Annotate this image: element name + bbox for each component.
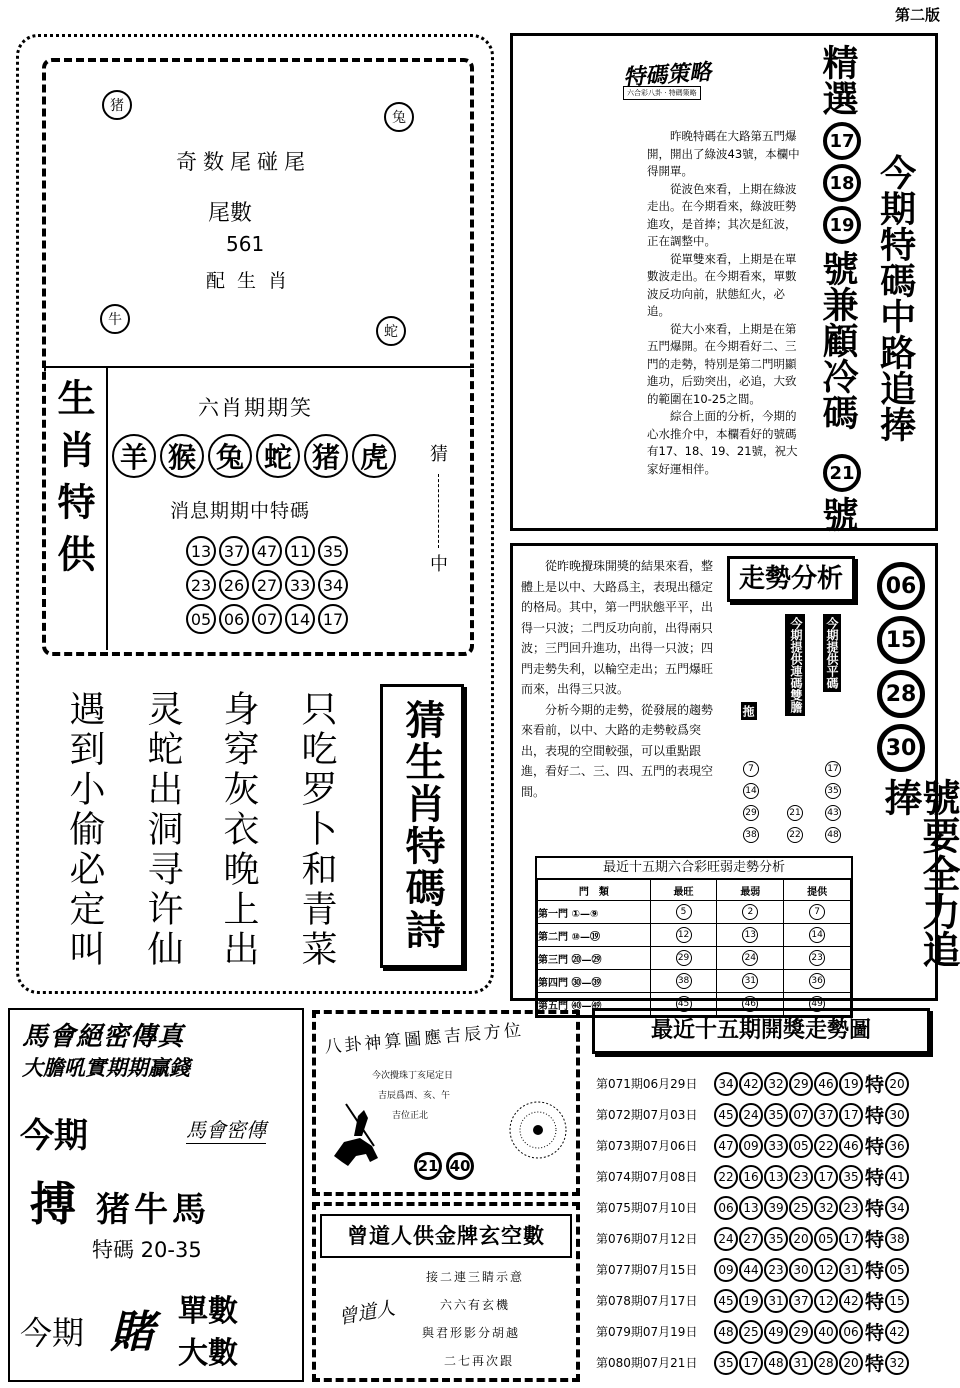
table-row xyxy=(538,901,851,924)
table-cell xyxy=(538,970,651,993)
number-ball: 17 xyxy=(739,1351,763,1375)
gate-range: ⑩—⑲ xyxy=(571,931,600,943)
number-ball: 13 xyxy=(764,1165,788,1189)
bagua-line: 今次攪珠丁亥尾定日 xyxy=(372,1071,454,1081)
table-header: 門 類 xyxy=(538,880,651,901)
big-ball: 30 xyxy=(877,724,925,772)
number-ball: 29 xyxy=(789,1320,813,1344)
small-ball: 35 xyxy=(825,783,841,799)
small-ball: 2 xyxy=(742,904,758,920)
special-ball: 30 xyxy=(885,1103,909,1127)
number-ball: 25 xyxy=(739,1320,763,1344)
trend-text xyxy=(521,556,717,802)
number-ball: 23 xyxy=(186,570,216,600)
special-label: 特 xyxy=(865,1353,885,1375)
number-ball: 05 xyxy=(814,1227,838,1251)
big-ball: 28 xyxy=(877,670,925,718)
table-header: 最旺 xyxy=(650,880,717,901)
number-ball: 05 xyxy=(186,604,216,634)
number-ball: 20 xyxy=(839,1351,863,1375)
pick-ball: 17 xyxy=(823,122,861,160)
number-ball: 48 xyxy=(764,1351,788,1375)
small-ball: 5 xyxy=(676,904,692,920)
bagua-number: 21 xyxy=(414,1152,442,1180)
table-title: 最近十五期六合彩旺弱走勢分析 xyxy=(537,858,851,879)
table-header: 最弱 xyxy=(717,880,784,901)
panel-title: 奇数尾碰尾 xyxy=(176,150,311,174)
fax-animals: 猪牛馬 xyxy=(96,1190,210,1230)
poem-title-box xyxy=(380,684,464,968)
tail-number-panel xyxy=(42,58,474,368)
draw-row xyxy=(596,1316,936,1347)
number-ball: 13 xyxy=(186,536,216,566)
verse-line: 接二連三睛示意 xyxy=(426,1270,525,1284)
fax-label: 今期 xyxy=(20,1314,85,1352)
special-ball: 34 xyxy=(885,1196,909,1220)
small-ball: 22 xyxy=(787,827,803,843)
number-ball: 31 xyxy=(764,1289,788,1313)
big-ball: 15 xyxy=(877,616,925,664)
number-ball: 06 xyxy=(839,1320,863,1344)
number-ball: 33 xyxy=(285,570,315,600)
verse-line: 與君形影分胡越 xyxy=(422,1326,521,1340)
side-title: 今期特碼中路追捧 xyxy=(874,154,916,442)
table-cell xyxy=(717,947,784,970)
number-ball: 37 xyxy=(789,1289,813,1313)
number-ball: 09 xyxy=(714,1258,738,1282)
number-ball: 35 xyxy=(839,1165,863,1189)
special-ball: 41 xyxy=(885,1165,909,1189)
draw-label: 第076期07月12日 xyxy=(596,1232,698,1246)
side-title: 生肖特供 xyxy=(51,378,96,586)
fax-subtitle: 大膽吼實期期贏錢 xyxy=(22,1056,190,1080)
gate-label: 第三門 xyxy=(538,954,568,966)
draw-label: 第073期07月06日 xyxy=(596,1139,698,1153)
number-ball: 44 xyxy=(739,1258,763,1282)
bagua-number: 40 xyxy=(446,1152,474,1180)
strategy-logo-sub: 六合彩八卦 · 特碼策略 xyxy=(623,86,701,100)
trend-table xyxy=(535,856,853,1018)
special-label: 特 xyxy=(865,1105,885,1127)
pick-ball: 19 xyxy=(823,206,861,244)
number-ball: 23 xyxy=(789,1165,813,1189)
table-row xyxy=(538,947,851,970)
small-ball: 12 xyxy=(676,927,692,943)
number-ball: 30 xyxy=(789,1258,813,1282)
draw-row xyxy=(596,1130,936,1161)
draw-row xyxy=(596,1223,936,1254)
small-ball: 24 xyxy=(742,950,758,966)
special-label: 特 xyxy=(865,1136,885,1158)
animal-badge: 羊 xyxy=(112,434,156,478)
draws-list xyxy=(596,1068,936,1378)
table-cell xyxy=(784,947,851,970)
gate-range: ①—⑨ xyxy=(571,908,599,920)
gate-label: 第五門 xyxy=(538,1000,568,1012)
number-ball: 23 xyxy=(839,1196,863,1220)
special-label: 特 xyxy=(865,1198,885,1220)
small-ball: 38 xyxy=(676,973,692,989)
number-grid xyxy=(186,536,351,634)
number-ball: 22 xyxy=(714,1165,738,1189)
strategy-text xyxy=(647,128,803,478)
number-ball: 13 xyxy=(739,1196,763,1220)
special-ball: 05 xyxy=(885,1258,909,1282)
hit-char: 中 xyxy=(430,554,448,575)
paragraph: 昨晚特碼在大路第五門爆開，開出了綠波43號，本欄中得開單。 xyxy=(647,129,800,178)
number-ball: 29 xyxy=(789,1072,813,1096)
trend-title: 走勢分析 xyxy=(727,556,855,602)
zodiac-badge: 猪 xyxy=(102,90,132,120)
small-ball: 29 xyxy=(743,805,759,821)
small-ball: 49 xyxy=(809,996,825,1012)
small-ball: 14 xyxy=(809,927,825,943)
gate-label: 第一門 xyxy=(538,908,568,920)
side-title: 號要全力追捧 xyxy=(878,778,960,968)
table-header-row xyxy=(538,880,851,901)
number-ball: 17 xyxy=(839,1103,863,1127)
number-ball: 26 xyxy=(219,570,249,600)
col-label: 今期提供連碼雙膽 xyxy=(785,614,805,716)
col-label: 拖 xyxy=(741,702,757,720)
small-ball: 14 xyxy=(743,783,759,799)
number-ball: 06 xyxy=(219,604,249,634)
tail-note: 配生肖 xyxy=(206,270,300,292)
number-ball: 27 xyxy=(252,570,282,600)
number-ball: 23 xyxy=(764,1258,788,1282)
table-cell xyxy=(650,901,717,924)
col-numbers xyxy=(825,758,841,846)
table-row xyxy=(538,924,851,947)
number-ball: 35 xyxy=(714,1351,738,1375)
special-ball: 20 xyxy=(885,1072,909,1096)
number-ball: 45 xyxy=(714,1289,738,1313)
draw-label: 第077期07月15日 xyxy=(596,1263,698,1277)
divider xyxy=(106,368,108,650)
gate-label: 第二門 xyxy=(538,931,568,943)
special-ball: 38 xyxy=(885,1227,909,1251)
animal-row xyxy=(112,434,396,478)
animal-badge: 虎 xyxy=(352,434,396,478)
verse-line: 六六有玄機 xyxy=(440,1298,511,1312)
subheading: 消息期期中特碼 xyxy=(170,500,311,522)
small-ball: 46 xyxy=(742,996,758,1012)
gate-label: 第四門 xyxy=(538,977,568,989)
zodiac-badge: 牛 xyxy=(100,304,130,334)
number-ball: 11 xyxy=(285,536,315,566)
number-ball: 42 xyxy=(739,1072,763,1096)
fax-title: 馬會絕密傳真 xyxy=(22,1022,185,1052)
special-ball: 15 xyxy=(885,1289,909,1313)
draw-row xyxy=(596,1254,936,1285)
draw-label: 第075期07月10日 xyxy=(596,1201,698,1215)
table-row xyxy=(538,970,851,993)
draws-panel xyxy=(592,1008,940,1382)
col-numbers xyxy=(787,802,803,846)
number-ball: 17 xyxy=(814,1165,838,1189)
number-ball: 35 xyxy=(764,1227,788,1251)
xuankong-panel xyxy=(312,1202,580,1382)
number-ball: 34 xyxy=(318,570,348,600)
table-cell xyxy=(650,924,717,947)
poem-title: 猜生肖特碼詩 xyxy=(399,699,445,951)
number-ball: 19 xyxy=(739,1289,763,1313)
table-cell xyxy=(717,901,784,924)
number-ball: 17 xyxy=(839,1227,863,1251)
tail-number: 561 xyxy=(226,232,265,256)
draw-row xyxy=(596,1192,936,1223)
number-ball: 16 xyxy=(739,1165,763,1189)
signature: 曾道人 xyxy=(336,1297,397,1329)
number-ball: 32 xyxy=(814,1196,838,1220)
pick-ball: 18 xyxy=(823,164,861,202)
heading: 六肖期期笑 xyxy=(198,396,313,420)
verse-line: 二七再次跟 xyxy=(444,1354,515,1368)
table-cell xyxy=(650,947,717,970)
horseman-icon xyxy=(326,1096,386,1174)
animal-badge: 猪 xyxy=(304,434,348,478)
draw-label: 第078期07月17日 xyxy=(596,1294,698,1308)
table-cell xyxy=(538,924,651,947)
animal-badge: 猴 xyxy=(160,434,204,478)
poem-line: 灵蛇出洞寻许仙 xyxy=(142,690,183,970)
table-cell xyxy=(784,970,851,993)
fax-stamp: 馬會密傳 xyxy=(186,1114,266,1144)
zodiac-badge: 兔 xyxy=(384,102,414,132)
number-ball: 12 xyxy=(814,1289,838,1313)
table-cell xyxy=(650,970,717,993)
number-ball: 35 xyxy=(764,1103,788,1127)
fax-label: 今期 xyxy=(20,1116,88,1156)
bagua-title: 八卦神算圖應吉辰方位 xyxy=(323,1020,525,1058)
number-ball: 33 xyxy=(764,1134,788,1158)
col-label: 今期提供平碼 xyxy=(823,614,841,692)
number-ball: 46 xyxy=(839,1134,863,1158)
draw-row xyxy=(596,1068,936,1099)
gate-range: ㊵—㊾ xyxy=(571,1000,602,1012)
special-label: 特 xyxy=(865,1229,885,1251)
small-ball: 29 xyxy=(676,950,692,966)
table-cell xyxy=(784,924,851,947)
number-ball: 25 xyxy=(789,1196,813,1220)
number-ball: 39 xyxy=(764,1196,788,1220)
number-ball: 22 xyxy=(814,1134,838,1158)
draws-title: 最近十五期開獎走勢圖 xyxy=(592,1008,930,1054)
small-ball: 17 xyxy=(825,761,841,777)
strategy-logo: 特碼策略 xyxy=(622,59,712,92)
edition-label: 第二版 xyxy=(894,6,940,24)
number-ball: 12 xyxy=(814,1258,838,1282)
number-ball: 06 xyxy=(714,1196,738,1220)
special-label: 特 xyxy=(865,1074,885,1096)
table-cell xyxy=(717,924,784,947)
paragraph: 從昨晚攪珠開獎的結果來看，整體上是以中、大路爲主，表現出穩定的格局。其中，第一門狀態平平，出得一只波；二門反功向前，出得兩只波；三門回升進功，出得一只波；四門走勢失利，以輪空走出；五門爆旺而來，出得三只波。 xyxy=(521,559,714,696)
draw-label: 第080期07月21日 xyxy=(596,1356,698,1370)
number-ball: 37 xyxy=(814,1103,838,1127)
tall-text: 號兼顧冷碼 xyxy=(817,250,858,430)
bagua-line: 吉辰爲酉、亥、午 xyxy=(378,1091,451,1101)
number-ball: 05 xyxy=(789,1134,813,1158)
number-ball: 09 xyxy=(739,1134,763,1158)
number-ball: 34 xyxy=(714,1072,738,1096)
small-ball: 21 xyxy=(787,805,803,821)
special-ball: 32 xyxy=(885,1351,909,1375)
number-ball: 48 xyxy=(714,1320,738,1344)
fax-option: 單數 xyxy=(178,1294,238,1329)
draw-row xyxy=(596,1285,936,1316)
poem-line: 遇到小偷必定叫 xyxy=(64,690,105,970)
number-ball: 24 xyxy=(714,1227,738,1251)
number-ball: 31 xyxy=(839,1258,863,1282)
special-label: 特 xyxy=(865,1260,885,1282)
small-ball: 36 xyxy=(809,973,825,989)
bagua-line: 吉位正北 xyxy=(392,1111,429,1121)
table-header: 提供 xyxy=(784,880,851,901)
number-ball: 28 xyxy=(814,1351,838,1375)
special-ball: 36 xyxy=(885,1134,909,1158)
number-ball: 35 xyxy=(318,536,348,566)
xuankong-title: 曾道人供金牌玄空數 xyxy=(320,1214,572,1258)
number-ball: 31 xyxy=(789,1351,813,1375)
small-ball: 13 xyxy=(742,927,758,943)
trend-panel xyxy=(510,543,960,1012)
fax-option: 大數 xyxy=(178,1336,238,1371)
zodiac-special-panel xyxy=(42,366,474,656)
dash-line xyxy=(438,474,439,548)
small-ball: 7 xyxy=(809,904,825,920)
number-ball: 07 xyxy=(789,1103,813,1127)
number-ball: 47 xyxy=(714,1134,738,1158)
poem-line: 只吃罗卜和青菜 xyxy=(296,690,337,970)
pick-ball: 21 xyxy=(823,454,861,492)
table-cell xyxy=(538,901,651,924)
paragraph: 從單雙來看，上期是在單數波走出。在今期看來，單數波反功向前，狀態紅火，必追。 xyxy=(647,251,797,318)
small-ball: 7 xyxy=(743,761,759,777)
table xyxy=(537,879,851,1016)
table-cell xyxy=(717,970,784,993)
number-ball: 32 xyxy=(764,1072,788,1096)
guess-char: 猜 xyxy=(430,444,448,465)
number-ball: 24 xyxy=(739,1103,763,1127)
gate-range: ⑳—㉙ xyxy=(571,954,602,966)
special-label: 特 xyxy=(865,1167,885,1189)
paragraph: 分析今期的走勢，從發展的趨勢來看前，以中、大路的走勢較爲突出，表現的空間較强，可以重點跟進，看好二、三、四、五門的表現空間。 xyxy=(521,702,714,799)
small-ball: 43 xyxy=(825,805,841,821)
poem-line: 身穿灰衣晚上出 xyxy=(218,690,259,970)
number-ball: 27 xyxy=(739,1227,763,1251)
number-ball: 46 xyxy=(814,1072,838,1096)
bet-char: 搏 xyxy=(30,1177,76,1231)
big-ball: 06 xyxy=(877,562,925,610)
paragraph: 從波色來看，上期在綠波走出。在今期看來，綠波旺勢進攻，是首捧；其次是紅波，正在調整中。 xyxy=(647,181,797,248)
fax-special: 特碼 20-35 xyxy=(92,1238,202,1262)
tall-text: 精選 xyxy=(817,44,858,116)
number-ball: 42 xyxy=(839,1289,863,1313)
number-ball: 40 xyxy=(814,1320,838,1344)
table-cell xyxy=(784,901,851,924)
fax-panel xyxy=(8,1008,304,1382)
number-ball: 45 xyxy=(714,1103,738,1127)
small-ball: 38 xyxy=(743,827,759,843)
draw-label: 第071期06月29日 xyxy=(596,1077,698,1091)
animal-badge: 蛇 xyxy=(256,434,300,478)
draw-row xyxy=(596,1347,936,1378)
number-ball: 37 xyxy=(219,536,249,566)
gate-range: ㉚—㊴ xyxy=(571,977,602,989)
col-numbers xyxy=(743,758,759,846)
number-ball: 07 xyxy=(252,604,282,634)
number-ball: 20 xyxy=(789,1227,813,1251)
special-label: 特 xyxy=(865,1322,885,1344)
bagua-panel xyxy=(312,1010,580,1196)
table-cell xyxy=(538,947,651,970)
number-ball: 19 xyxy=(839,1072,863,1096)
special-label: 特 xyxy=(865,1291,885,1313)
paragraph: 從大小來看，上期是在第五門爆開。在今期看好二、三門的走勢，特別是第二門明顯進功，后勁突出，必追，大致的範圍在10-25之間。 xyxy=(647,321,797,406)
animal-badge: 兔 xyxy=(208,434,252,478)
zodiac-badge: 蛇 xyxy=(376,316,406,346)
small-ball: 23 xyxy=(809,950,825,966)
strategy-panel xyxy=(510,33,938,531)
draw-row xyxy=(596,1161,936,1192)
number-ball: 14 xyxy=(285,604,315,634)
compass-icon xyxy=(506,1098,570,1162)
small-ball: 48 xyxy=(825,827,841,843)
draw-label: 第079期07月19日 xyxy=(596,1325,698,1339)
tail-label: 尾數 xyxy=(208,201,253,226)
draw-row xyxy=(596,1099,936,1130)
special-ball: 42 xyxy=(885,1320,909,1344)
number-ball: 17 xyxy=(318,604,348,634)
small-ball: 45 xyxy=(676,996,692,1012)
draw-label: 第072期07月03日 xyxy=(596,1108,698,1122)
number-ball: 47 xyxy=(252,536,282,566)
small-ball: 31 xyxy=(742,973,758,989)
tall-text: 號 xyxy=(817,496,858,532)
number-ball: 49 xyxy=(764,1320,788,1344)
paragraph: 綜合上面的分析，今期的心水推介中，本欄看好的號碼有17、18、19、21號，祝大家好運相伴。 xyxy=(647,409,798,476)
draw-label: 第074期07月08日 xyxy=(596,1170,698,1184)
gamble-char: 賭 xyxy=(110,1307,154,1358)
